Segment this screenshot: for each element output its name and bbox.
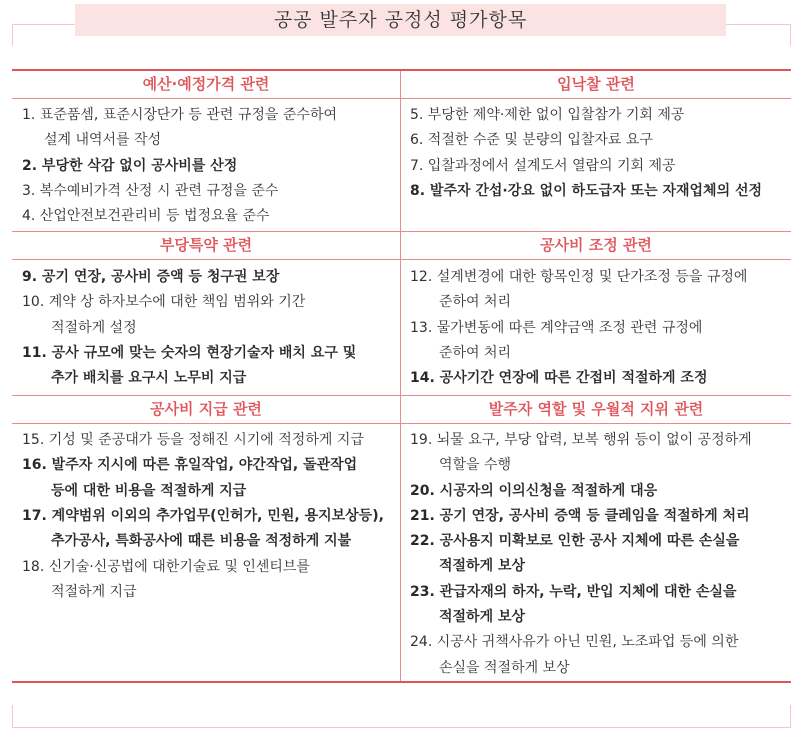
list-item: 19. 뇌물 요구, 부당 압력, 보복 행위 등이 없이 공정하게 역할을 수행: [410, 432, 752, 474]
frame-right-tick: [790, 24, 791, 46]
list-item: 22. 공사용지 미확보로 인한 공사 지체에 따른 손실을 적절하게 보상: [410, 533, 740, 575]
row-divider: [12, 259, 791, 260]
section-heading-bidding: 입낙찰 관련: [557, 75, 635, 93]
list-item: 11. 공사 규모에 맞는 숫자의 현장기술자 배치 요구 및 추가 배치를 요구시 노무비 지급: [22, 344, 357, 387]
section-heading-adjust: 공사비 조정 관련: [540, 236, 652, 254]
list-item: 14. 공사기간 연장에 따른 간접비 적절하게 조정: [410, 370, 708, 387]
list-item: 9. 공기 연장, 공사비 증액 등 청구권 보장: [22, 269, 280, 285]
section-heading-role: 발주자 역할 및 우월적 지위 관련: [488, 400, 704, 418]
row-divider: [12, 423, 791, 424]
column-divider: [400, 71, 401, 681]
section-heading-unfair: 부당특약 관련: [159, 236, 253, 254]
list-item: 7. 입찰과정에서 설계도서 열람의 기회 제공: [410, 157, 676, 174]
list-item: 2. 부당한 삭감 없이 공사비를 산정: [22, 157, 238, 174]
list-item: 15. 기성 및 준공대가 등을 정해진 시기에 적정하게 지급: [22, 432, 364, 448]
list-item: 3. 복수예비가격 산정 시 관련 규정을 준수: [22, 182, 279, 199]
list-item: 18. 신기술·신공법에 대한기술료 및 인센티브를 적절하게 지급: [22, 558, 310, 600]
list-item: 24. 시공사 귀책사유가 아닌 민원, 노조파업 등에 의한 손실을 적절하게 보상: [410, 634, 739, 676]
list-item: 17. 계약범위 이외의 추가업무(인허가, 민원, 용지보상등), 추가공사, 특화공사에 때른 비용을 적정하게 지불: [22, 507, 384, 550]
list-item: 4. 산업안전보건관리비 등 법정요율 준수: [22, 208, 270, 225]
list-item: 20. 시공자의 이의신청을 적절하게 대응: [410, 482, 658, 499]
list-item: 23. 관급자재의 하자, 누락, 반입 지체에 대한 손실을 적절하게 보상: [410, 583, 737, 626]
frame-bottom: [12, 705, 791, 728]
list-item: 6. 적절한 수준 및 분량의 입찰자료 요구: [410, 132, 653, 149]
list-item: 21. 공기 연장, 공사비 증액 등 클레임을 적절하게 처리: [410, 507, 750, 524]
list-item: 8. 발주자 간섭·강요 없이 하도급자 또는 자재업체의 선정: [410, 182, 763, 199]
list-item: 16. 발주자 지시에 따른 휴일작업, 야간작업, 돌관작업 등에 대한 비용을 적절하게 지급: [22, 457, 358, 499]
section-heading-budget: 예산·예정가격 관련: [142, 75, 270, 93]
list-item: 13. 물가변동에 따른 계약금액 조정 관련 규정에 준하여 처리: [410, 319, 703, 361]
frame-left-tick: [12, 24, 13, 46]
row-divider: [12, 98, 791, 99]
page-title: 공공 발주자 공정성 평가항목: [75, 4, 726, 36]
list-item: 10. 계약 상 하자보수에 대한 책임 범위와 기간 적절하게 설정: [22, 294, 306, 336]
section-heading-payment: 공사비 지급 관련: [150, 400, 262, 418]
list-item: 5. 부당한 제약·제한 없이 입찰참가 기회 제공: [410, 107, 685, 123]
list-item: 12. 설계변경에 대한 항목인정 및 단가조정 등을 규정에 준하여 처리: [410, 269, 748, 311]
evaluation-table: [12, 69, 791, 683]
list-item: 1. 표준품셈, 표준시장단가 등 관련 규정을 준수하여 설계 내역서를 작성: [22, 107, 337, 149]
